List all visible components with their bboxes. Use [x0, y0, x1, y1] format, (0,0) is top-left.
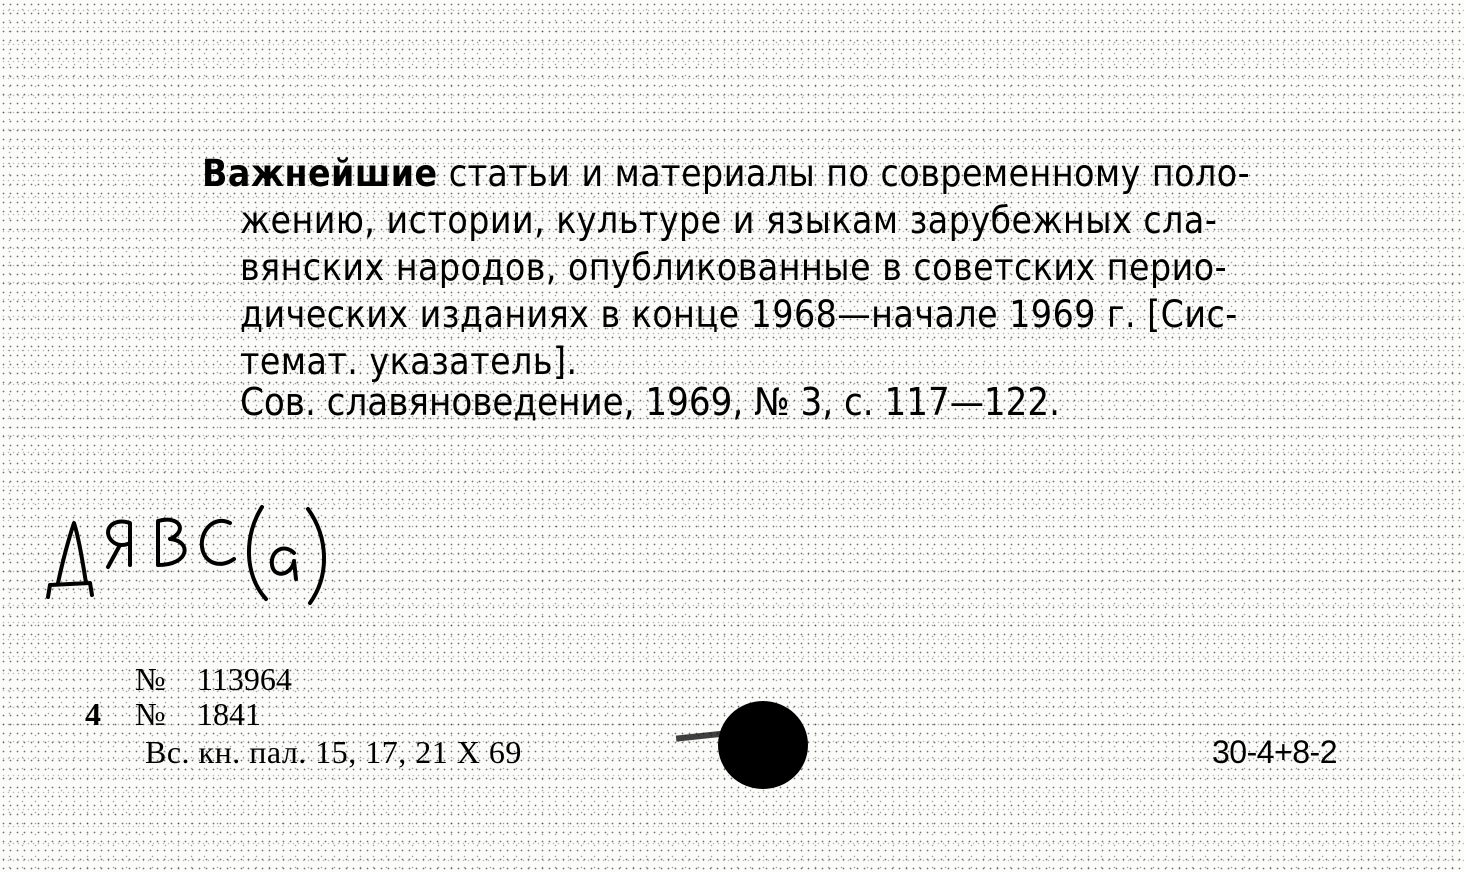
- entry-line-5: темат. указатель].: [240, 340, 578, 383]
- entry-line-2: жению, истории, культуре и языкам зарубежных сла-: [240, 199, 1218, 242]
- inventory-numbers: [85, 662, 292, 732]
- entry-line-1: [202, 150, 1372, 197]
- handwritten-shelfmark: [30, 495, 340, 615]
- entry-title-lead: Важнейшие: [202, 152, 438, 195]
- number-sign: №: [135, 661, 166, 697]
- entry-line-3: вянских народов, опубликованные в советских перио-: [240, 246, 1228, 289]
- entry-line-4: дических изданиях в конце 1968—начале 1969 г. [Сис-: [240, 293, 1238, 336]
- chamber-record: Вс. кн. пал. 15, 17, 21 X 69: [145, 734, 522, 770]
- inventory-row-2: [85, 697, 292, 732]
- inventory-row-1: [85, 662, 292, 697]
- handwritten-shelfmark-drawing: [30, 495, 340, 615]
- inventory-number: 1841: [197, 696, 261, 732]
- bibliographic-entry: [202, 150, 1372, 385]
- source-citation: Сов. славяноведение, 1969, № 3, с. 117—122.: [240, 380, 1061, 424]
- inventory-prefix: 4: [85, 696, 101, 732]
- entry-title-rest: статьи и материалы по современному поло-: [437, 152, 1251, 195]
- punch-hole: [718, 701, 808, 789]
- inventory-number: 113964: [197, 661, 292, 697]
- classification-code: 30-4+8-2: [1212, 734, 1337, 770]
- number-sign: №: [135, 696, 166, 732]
